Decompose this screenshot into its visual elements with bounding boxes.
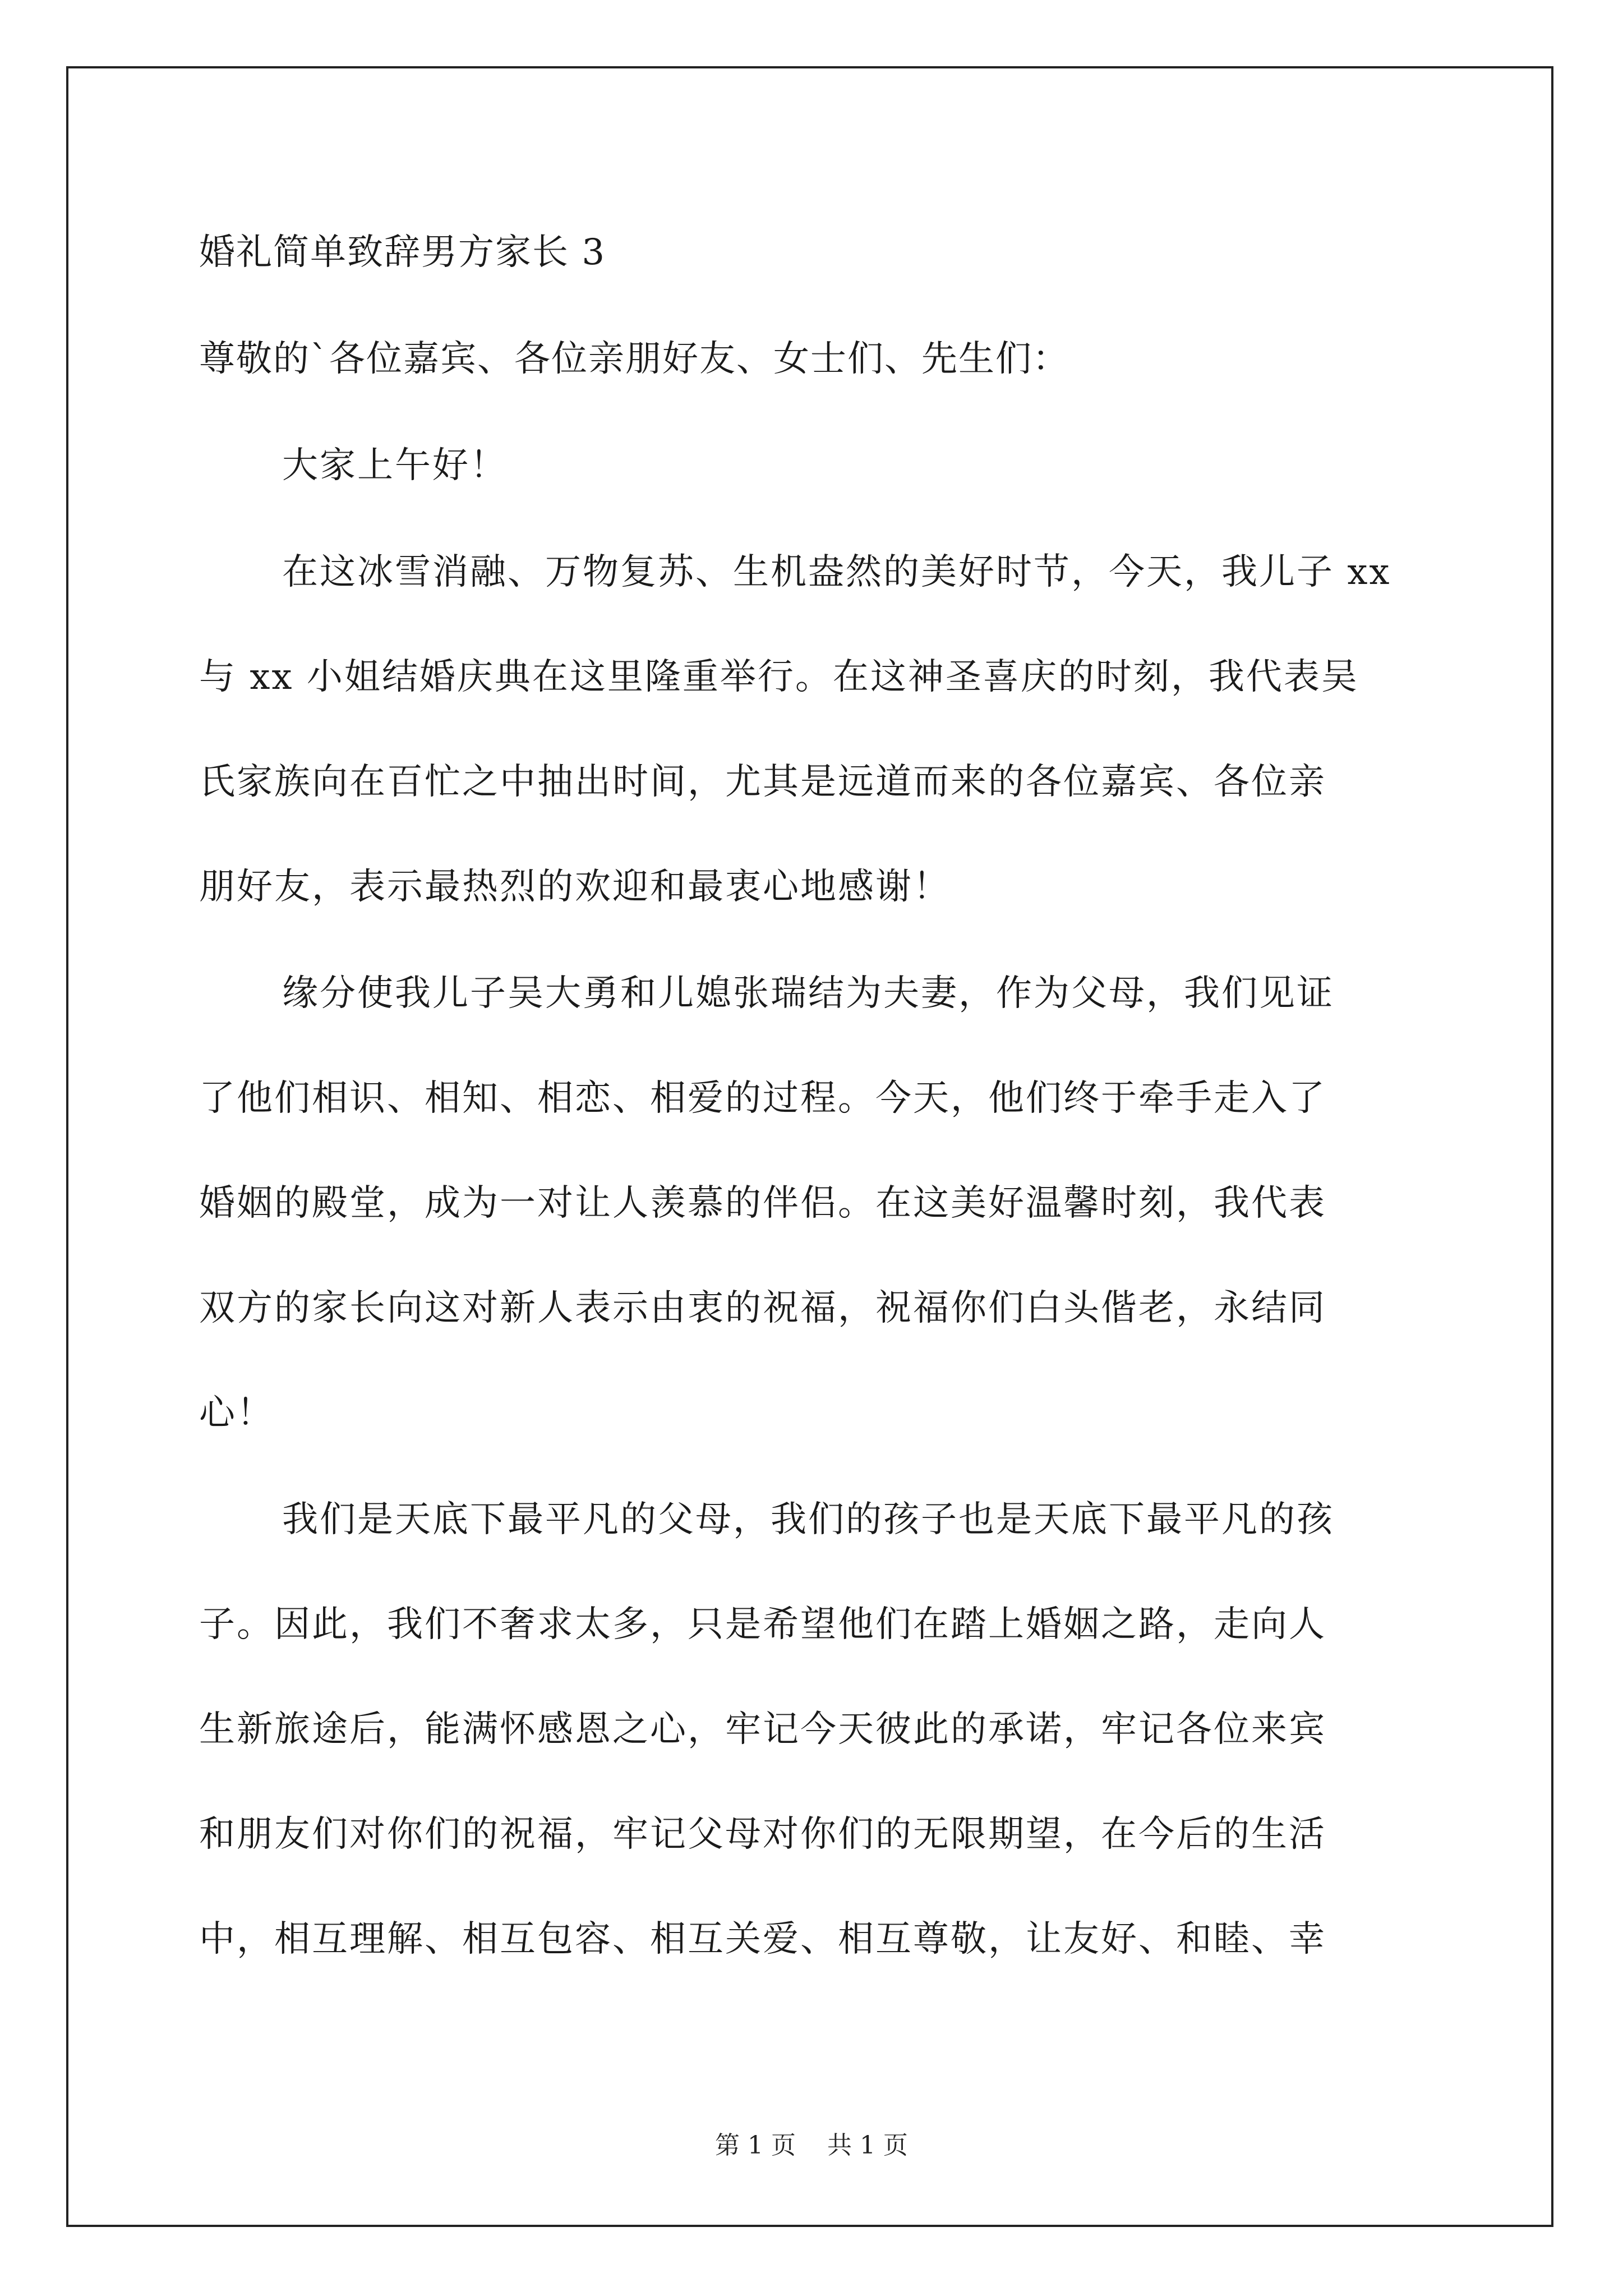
salutation: 尊敬的`各位嘉宾、各位亲朋好友、女士们、先生们： <box>199 338 1069 380</box>
paragraph-line: 心！ <box>199 1392 274 1434</box>
paragraph-line: 了他们相识、相知、相恋、相爱的过程。今天，他们终于牵手走入了 <box>199 1078 1326 1119</box>
paragraph-line: 缘分使我儿子吴大勇和儿媳张瑞结为夫妻，作为父母，我们见证 <box>282 973 1334 1014</box>
paragraph-line: 子。因此，我们不奢求太多，只是希望他们在踏上婚姻之路，走向人 <box>199 1604 1326 1645</box>
paragraph-line: 在这冰雪消融、万物复苏、生机盎然的美好时节，今天，我儿子 xx <box>282 551 1391 593</box>
paragraph-line: 中，相互理解、相互包容、相互关爱、相互尊敬，让友好、和睦、幸 <box>199 1918 1326 1960</box>
paragraph-line: 我们是天底下最平凡的父母，我们的孩子也是天底下最平凡的孩 <box>282 1499 1334 1540</box>
page-number-footer: 第 1 页 共 1 页 <box>715 2131 908 2160</box>
paragraph-line: 生新旅途后，能满怀感恩之心，牢记今天彼此的承诺，牢记各位来宾 <box>199 1709 1326 1750</box>
paragraph-blessing <box>199 960 1441 1447</box>
paragraph-line: 和朋友们对你们的祝福，牢记父母对你们的无限期望，在今后的生活 <box>199 1814 1326 1855</box>
paragraph-greeting <box>199 432 1441 499</box>
paragraph-welcome <box>199 539 1441 921</box>
paragraph-line: 双方的家长向这对新人表示由衷的祝福，祝福你们白头偕老，永结同 <box>199 1287 1326 1329</box>
paragraph-line: 朋好友，表示最热烈的欢迎和最衷心地感谢！ <box>199 866 951 908</box>
document-body <box>199 219 1441 2012</box>
document-title: 婚礼简单致辞男方家长 3 <box>199 232 606 273</box>
paragraph-line: 氏家族向在百忙之中抽出时间，尤其是远道而来的各位嘉宾、各位亲 <box>199 761 1326 803</box>
paragraph-line: 婚姻的殿堂，成为一对让人羡慕的伴侣。在这美好温馨时刻，我代表 <box>199 1182 1326 1224</box>
paragraph-line: 大家上午好！ <box>282 445 508 486</box>
paragraph-line: 与 xx 小姐结婚庆典在这里隆重举行。在这神圣喜庆的时刻，我代表吴 <box>199 656 1359 698</box>
paragraph-hopes <box>199 1486 1441 1973</box>
